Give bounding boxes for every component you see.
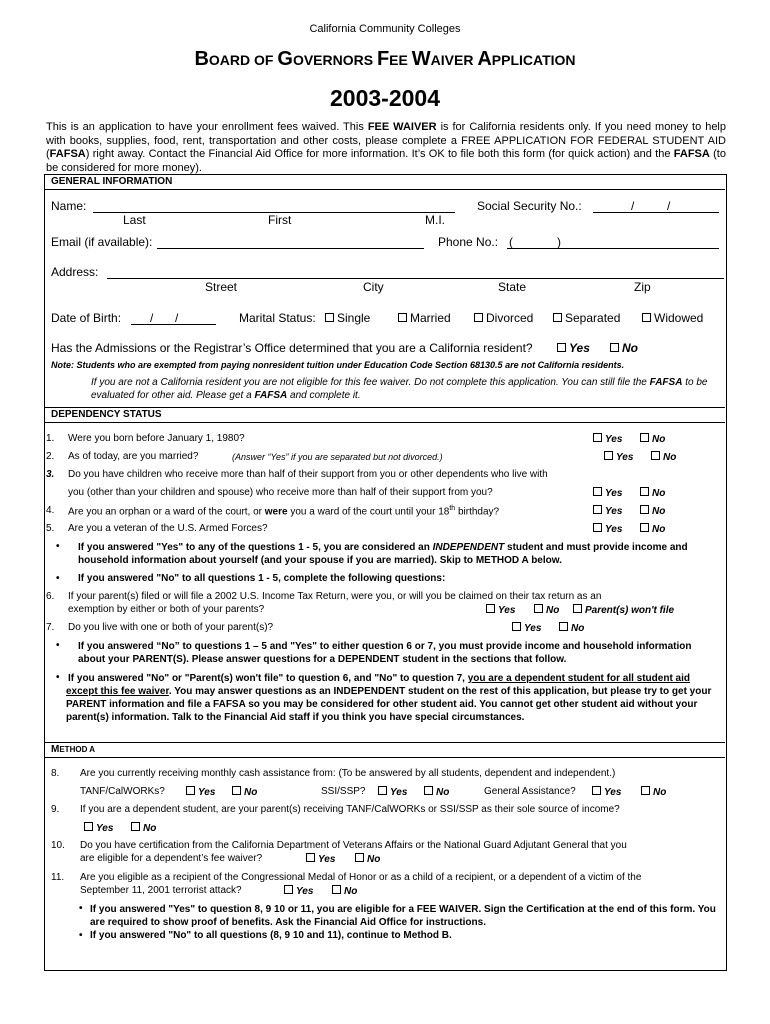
phone-label: Phone No.:	[438, 235, 499, 249]
tanf-no[interactable]: No	[232, 786, 257, 798]
q4-no[interactable]: No	[640, 505, 665, 517]
form-title: BOARD OF GOVERNORS FEE WAIVER APPLICATION	[194, 48, 576, 70]
dob-label: Date of Birth:	[51, 311, 122, 325]
checkbox-icon[interactable]	[559, 622, 568, 631]
checkbox-icon[interactable]	[232, 786, 241, 795]
phone-field[interactable]	[507, 248, 719, 249]
question-7: Do you live with one or both of your parent(s)?	[68, 622, 274, 633]
checkbox-icon[interactable]	[355, 853, 364, 862]
checkbox-icon[interactable]	[332, 885, 341, 894]
ga-no[interactable]: No	[641, 786, 666, 798]
checkbox-icon[interactable]	[131, 822, 140, 831]
question-1: Were you born before January 1, 1980?	[68, 433, 245, 444]
checkbox-icon[interactable]	[534, 604, 543, 613]
checkbox-icon[interactable]	[84, 822, 93, 831]
q11-yes[interactable]: Yes	[284, 885, 313, 897]
dependent-instruction: If you answered "No" to all questions 1 - 5, complete the following questions:	[78, 573, 446, 584]
q4-yes[interactable]: Yes	[593, 505, 622, 517]
dob-slash: /	[150, 311, 154, 325]
checkbox-icon[interactable]	[424, 786, 433, 795]
checkbox-icon[interactable]	[306, 853, 315, 862]
form-year: 2003-2004	[330, 85, 440, 111]
last-name-caption: Last	[123, 213, 146, 227]
divider	[44, 407, 725, 408]
zip-caption: Zip	[634, 280, 651, 294]
intro-paragraph: This is an application to have your enrollment fees waived. This FEE WAIVER is for California residents only. If you need money to help with books, supplies, food, rent, transportation and other costs, please complete a FREE APPLICATION FOR FEDERAL STUDENT AID (FAFSA) right away. Contact the Financial Aid Office for more information. It’s OK to file both this form (for quick action) and the FAFSA (to be considered for more money).	[46, 121, 726, 174]
q1-no[interactable]: No	[640, 433, 665, 445]
method-a-eligible-instruction: If you answered "Yes" to question 8, 9 10 or 11, you are eligible for a FEE WAIVER. Sign the Certification at the end of this form. You are required to show proof of benefits. Ask the Financial Aid Office for instructions.	[90, 904, 716, 928]
question-10: Do you have certification from the California Department of Veterans Affairs or the National Guard Adjutant General that you	[80, 840, 627, 851]
question-number: 7.	[46, 622, 55, 633]
email-field[interactable]	[157, 248, 424, 249]
q3-no[interactable]: No	[640, 487, 665, 499]
q9-no[interactable]: No	[131, 822, 156, 834]
resident-question: Has the Admissions or the Registrar’s Office determined that you are a California resident?	[51, 341, 533, 355]
ssn-field[interactable]	[593, 212, 719, 213]
checkbox-icon[interactable]	[378, 786, 387, 795]
q5-yes[interactable]: Yes	[593, 523, 622, 535]
q2-yes[interactable]: Yes	[604, 451, 633, 463]
state-caption: State	[498, 280, 527, 294]
q3-yes[interactable]: Yes	[593, 487, 622, 499]
address-label: Address:	[51, 265, 99, 279]
ga-yes[interactable]: Yes	[592, 786, 621, 798]
tanf-label: TANF/CalWORKs?	[80, 786, 165, 797]
ssi-label: SSI/SSP?	[321, 786, 366, 797]
checkbox-icon[interactable]	[186, 786, 195, 795]
question-5: Are you a veteran of the U.S. Armed Forces?	[68, 523, 268, 534]
phone-area-open: (	[509, 235, 513, 249]
question-6: If your parent(s) filed or will file a 2002 U.S. Income Tax Return, were you, or will you be claimed on their tax return as an	[68, 591, 602, 602]
q6-yes[interactable]: Yes	[486, 604, 515, 616]
checkbox-icon[interactable]	[512, 622, 521, 631]
q10-yes[interactable]: Yes	[306, 853, 335, 865]
checkbox-icon[interactable]	[486, 604, 495, 613]
question-10-cont: are eligible for a dependent’s fee waiver?	[80, 853, 263, 864]
divider	[44, 742, 725, 743]
section-general-heading: GENERAL INFORMATION	[51, 176, 173, 187]
question-number: 1.	[46, 433, 55, 444]
ssi-yes[interactable]: Yes	[378, 786, 407, 798]
checkbox-icon[interactable]	[593, 487, 602, 496]
question-number: 6.	[46, 591, 55, 602]
marital-label: Marital Status:	[239, 311, 316, 325]
dependent-student-instruction: If you answered "No" or "Parent(s) won't file" to question 6, and "No" to question 7, you are a dependent student for all student aid except this fee waiver. You may answer questions as an INDEPENDENT student on the rest of this application, but please try to get your PARENT information and file a FAFSA so you may be considered for other student aid. You cannot get other student aid without your parent(s) information. Talk to the Financial Aid staff if you think you have special circumstances.	[66, 673, 712, 723]
tanf-yes[interactable]: Yes	[186, 786, 215, 798]
checkbox-icon[interactable]	[651, 451, 660, 460]
question-number: 11.	[51, 872, 65, 883]
resident-no[interactable]: No	[610, 341, 638, 355]
section-method-a-heading: METHOD A	[51, 744, 96, 755]
question-2-note: (Answer “Yes” if you are separated but not divorced.)	[232, 452, 443, 462]
bullet-icon: •	[79, 903, 83, 914]
question-4: Are you an orphan or a ward of the court, or were you a ward of the court until your 18th birthday?	[68, 505, 500, 518]
residency-note: Note: Students who are exempted from paying nonresident tuition under Education Code Section 68130.5 are not California residents.	[51, 360, 625, 370]
bullet-icon: •	[56, 573, 60, 584]
phone-area-close: )	[557, 235, 561, 249]
checkbox-icon[interactable]	[640, 433, 649, 442]
section-dependency-heading: DEPENDENCY STATUS	[51, 409, 162, 420]
dob-slash: /	[175, 311, 179, 325]
question-number: 3.	[46, 469, 55, 480]
independent-instruction: If you answered "Yes" to any of the questions 1 - 5, you are considered an INDEPENDENT student and must provide income and household information about yourself (and your spouse if you are married). Skip to METHOD A below.	[78, 542, 688, 566]
question-9: If you are a dependent student, are your parent(s) receiving TANF/CalWORKs or SSI/SSP as their sole source of income?	[80, 804, 620, 815]
organization-name: California Community Colleges	[309, 23, 461, 35]
checkbox-icon[interactable]	[553, 313, 562, 322]
name-label: Name:	[51, 199, 87, 213]
ga-label: General Assistance?	[484, 786, 576, 797]
marital-option-divorced[interactable]: Divorced	[474, 311, 533, 325]
q7-yes[interactable]: Yes	[512, 622, 541, 634]
q6-parents-wont-file[interactable]: Parent(s) won't file	[573, 604, 674, 616]
checkbox-icon[interactable]	[641, 786, 650, 795]
ssn-slash: /	[667, 199, 671, 213]
q9-yes[interactable]: Yes	[84, 822, 113, 834]
bullet-icon: •	[79, 930, 83, 941]
checkbox-icon[interactable]	[325, 313, 334, 322]
question-number: 5.	[46, 523, 55, 534]
question-11-cont: September 11, 2001 terrorist attack?	[80, 885, 242, 896]
marital-option-separated[interactable]: Separated	[553, 311, 620, 325]
checkbox-icon[interactable]	[573, 604, 582, 613]
bullet-icon: •	[56, 541, 60, 552]
question-11: Are you eligible as a recipient of the Congressional Medal of Honor or as a child of a recipient, or a dependent of a victim of the	[80, 872, 642, 883]
checkbox-icon[interactable]	[593, 433, 602, 442]
method-a-continue-instruction: If you answered "No" to all questions (8, 9 10 and 11), continue to Method B.	[90, 930, 452, 941]
question-3: Do you have children who receive more than half of their support from you or other dependents who live with	[68, 469, 548, 480]
resident-yes[interactable]: Yes	[557, 341, 590, 355]
checkbox-icon[interactable]	[593, 505, 602, 514]
checkbox-icon[interactable]	[604, 451, 613, 460]
checkbox-icon[interactable]	[557, 343, 566, 352]
question-number: 10.	[51, 840, 65, 851]
city-caption: City	[363, 280, 384, 294]
ssn-slash: /	[631, 199, 635, 213]
q5-no[interactable]: No	[640, 523, 665, 535]
q11-no[interactable]: No	[332, 885, 357, 897]
checkbox-icon[interactable]	[610, 343, 619, 352]
q6-no[interactable]: No	[534, 604, 559, 616]
address-field[interactable]	[107, 278, 724, 279]
question-number: 9.	[51, 804, 60, 815]
marital-option-married[interactable]: Married	[398, 311, 451, 325]
nonresident-instructions: If you are not a California resident you are not eligible for this fee waiver. Do not complete this application. You can still file the FAFSA to be evaluated for other aid. Please get a FAFSA and complete it.	[91, 377, 708, 401]
dob-field[interactable]	[131, 324, 216, 325]
question-number: 4.	[46, 505, 55, 516]
question-8: Are you currently receiving monthly cash assistance from: (To be answered by all students, dependent and independent.)	[80, 768, 616, 779]
ssn-label: Social Security No.:	[477, 199, 582, 213]
checkbox-icon[interactable]	[593, 523, 602, 532]
parent-info-instruction: If you answered “No” to questions 1 – 5 and "Yes" to either question 6 or 7, you must provide income and household information about your PARENT(S). Please answer questions for a DEPENDENT student in the sections that follow.	[78, 641, 692, 665]
bullet-icon: •	[56, 672, 60, 683]
checkbox-icon[interactable]	[474, 313, 483, 322]
marital-option-single[interactable]: Single	[325, 311, 370, 325]
question-6-cont: exemption by either or both of your parents?	[68, 604, 265, 615]
q7-no[interactable]: No	[559, 622, 584, 634]
ssi-no[interactable]: No	[424, 786, 449, 798]
checkbox-icon[interactable]	[284, 885, 293, 894]
bullet-icon: •	[56, 640, 60, 651]
divider	[44, 189, 725, 190]
question-number: 2.	[46, 451, 55, 462]
q2-no[interactable]: No	[651, 451, 676, 463]
question-3-cont: you (other than your children and spouse) who receive more than half of their support from you?	[68, 487, 493, 498]
checkbox-icon[interactable]	[640, 505, 649, 514]
question-2: As of today, are you married?	[68, 451, 199, 462]
checkbox-icon[interactable]	[640, 487, 649, 496]
q10-no[interactable]: No	[355, 853, 380, 865]
checkbox-icon[interactable]	[642, 313, 651, 322]
street-caption: Street	[205, 280, 238, 294]
divider	[44, 422, 725, 423]
marital-option-widowed[interactable]: Widowed	[642, 311, 703, 325]
email-label: Email (if available):	[51, 235, 153, 249]
checkbox-icon[interactable]	[640, 523, 649, 532]
first-name-caption: First	[268, 213, 292, 227]
checkbox-icon[interactable]	[592, 786, 601, 795]
divider	[44, 757, 725, 758]
q1-yes[interactable]: Yes	[593, 433, 622, 445]
middle-initial-caption: M.I.	[425, 213, 445, 227]
question-number: 8.	[51, 768, 60, 779]
checkbox-icon[interactable]	[398, 313, 407, 322]
